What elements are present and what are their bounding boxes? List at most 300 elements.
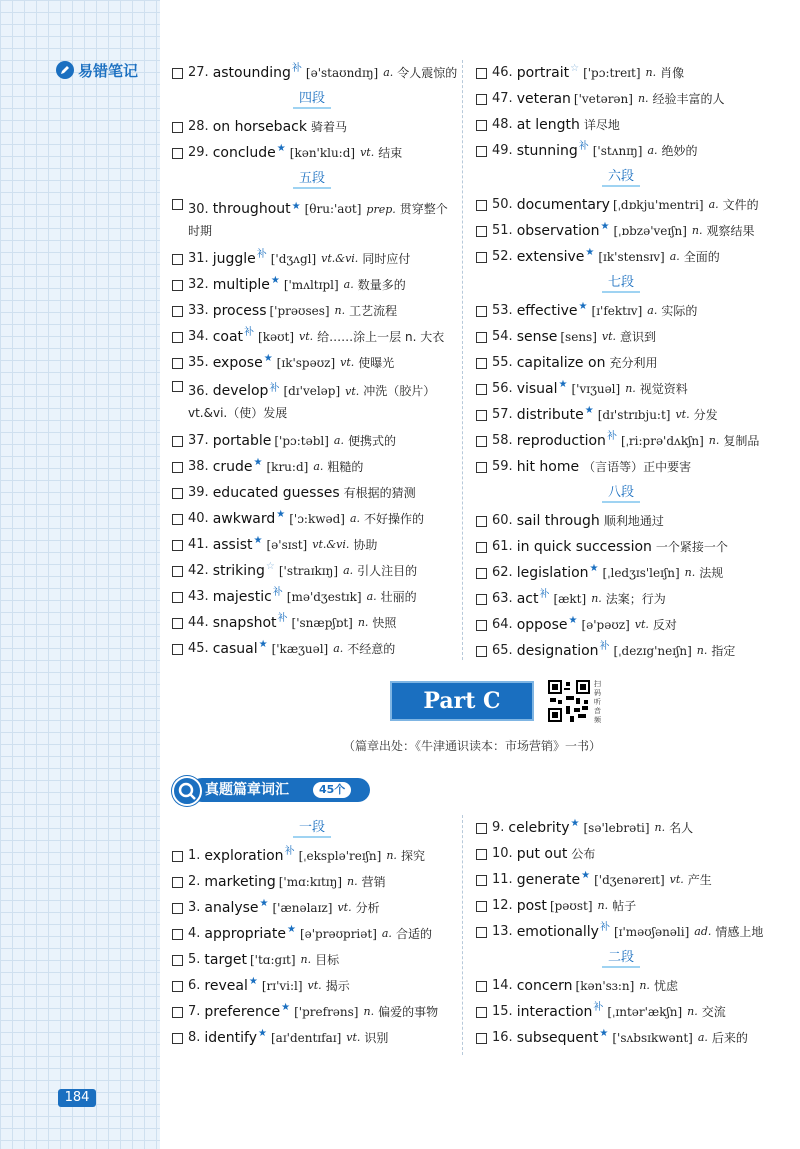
entry-meaning: 指定 [711,644,736,658]
entry-word: celebrity [508,820,570,836]
entry-number: 49. [492,143,513,158]
section-heading [476,480,766,508]
vocab-entry [476,999,766,1025]
entry-number: 15. [492,1004,513,1019]
entry-pos: vt. [307,979,322,992]
entry-pos: n. [591,592,602,605]
checkbox[interactable] [172,436,183,447]
entry-meaning: 意识到 [620,330,657,344]
checkbox[interactable] [172,644,183,655]
checkbox[interactable] [172,254,183,265]
entry-word: documentary [516,197,610,213]
vocab-entry [476,867,766,893]
entry-meaning: 结束 [378,146,403,160]
entry-number: 4. [188,926,201,941]
supplement-mark: 补 [599,922,610,933]
entry-number: 5. [188,952,201,967]
section-heading [476,945,766,973]
entry-pos: n. [639,979,650,992]
entry-pos: a. [343,278,354,291]
supplement-mark: 补 [284,846,295,857]
entry-pos: vt. [299,330,314,343]
entry-meaning: 快照 [372,616,397,630]
entry-number: 33. [188,303,209,318]
vocab-title: 真题篇章词汇 [205,782,289,798]
entry-word: casual [212,641,258,657]
checkbox[interactable] [172,903,183,914]
vocab-entry [172,843,452,869]
checkbox[interactable] [476,120,487,131]
entry-word: preference [204,1004,281,1020]
entry-meaning: 帖子 [612,899,637,913]
entry-word: target [204,952,247,968]
vocab-entry [476,638,766,664]
vocab-entry [476,298,766,324]
entry-pos: n. [691,224,703,237]
vocab-entry [172,454,452,480]
entry-number: 64. [492,617,513,632]
entry-number: 56. [492,381,513,396]
entry-number: 41. [188,537,209,552]
supplement-mark: 补 [277,613,288,624]
entry-meaning: 视觉资料 [639,382,688,396]
star-icon: ★ [568,615,578,626]
entry-word: capitalize on [516,355,606,371]
checkbox[interactable] [476,516,487,527]
vocab-entry [476,244,766,270]
entry-pos: vt. [669,873,684,886]
entry-word: reveal [204,978,248,994]
entry-meaning: 忧虑 [653,979,678,993]
checkbox[interactable] [172,488,183,499]
entry-word: portable [212,433,272,449]
checkbox[interactable] [476,823,487,834]
pencil-icon [56,61,74,79]
section-label: 六段 [602,169,640,187]
entry-number: 50. [492,197,513,212]
checkbox[interactable] [172,122,183,133]
star-icon: ★ [248,976,258,987]
entry-word: throughout [212,201,291,217]
star-icon: ★ [263,353,273,364]
vocab-entry [172,921,452,947]
checkbox[interactable] [172,199,183,210]
checkbox[interactable] [172,462,183,473]
entry-pos: n. [347,875,358,888]
entry-pos: a. [366,590,377,603]
entry-meaning: 顺利地通过 [603,514,664,528]
vocab-entry [476,192,766,218]
checkbox[interactable] [476,542,487,553]
entry-number: 45. [188,641,209,656]
entry-word: veteran [516,91,571,107]
checkbox[interactable] [476,594,487,605]
checkbox[interactable] [172,1033,183,1044]
entry-pos: n. [300,953,312,966]
entry-word: snapshot [212,615,277,631]
entry-phonetic: [ɪ'fektɪv] [591,304,643,318]
entry-number: 11. [492,872,513,887]
entry-phonetic: [ə'sɪst] [266,538,308,552]
checkbox[interactable] [172,981,183,992]
entry-number: 10. [492,846,513,861]
entry-phonetic: [kru:d] [266,460,309,474]
checkbox[interactable] [172,514,183,525]
entry-word: astounding [212,65,291,81]
entry-pos: a. [383,66,394,79]
entry-meaning: 观察结果 [706,224,755,238]
checkbox[interactable] [172,955,183,966]
entry-phonetic: ['pɔ:treɪt] [583,66,641,80]
vocab-entry [476,376,766,402]
entry-phonetic: ['dʒenəreɪt] [594,873,665,887]
checkbox[interactable] [476,901,487,912]
star-icon: ★ [281,1002,291,1013]
entry-number: 38. [188,459,209,474]
supplement-mark: 补 [272,587,283,598]
checkbox[interactable] [476,410,487,421]
checkbox[interactable] [476,358,487,369]
entry-number: 59. [492,459,513,474]
entry-number: 40. [188,511,209,526]
entry-body [188,381,452,424]
entry-pos: n. [708,434,720,447]
vocab-entry [172,947,452,973]
checkbox[interactable] [172,566,183,577]
entry-word: coat [212,329,244,345]
entry-number: 27. [188,65,209,80]
star-icon: ★ [581,870,591,881]
entry-word: put out [516,846,568,862]
entry-pos: n. [363,1005,375,1018]
entry-pos: a. [708,198,719,211]
entry-pos: a. [343,564,354,577]
entry-phonetic: [dɪ'veləp] [283,384,341,398]
vocab-entry [172,532,452,558]
entry-meaning: 详尽地 [583,118,620,132]
entry-meaning: 工艺流程 [349,304,398,318]
entry-body [188,199,452,242]
entry-word: generate [516,872,581,888]
entry-number: 3. [188,900,201,915]
vocab-entry [172,1025,452,1051]
entry-phonetic: ['dʒʌgl] [270,252,317,266]
entry-number: 1. [188,848,201,863]
checkbox[interactable] [476,849,487,860]
source-note: （篇章出处：《牛津通识读本：市场营销》一书） [342,739,601,753]
entry-meaning: 合适的 [395,927,432,941]
grid-margin [0,0,160,1149]
entry-word: majestic [212,589,272,605]
checkbox[interactable] [476,94,487,105]
entry-meaning: 全面的 [683,250,720,264]
entry-number: 14. [492,978,513,993]
checkbox[interactable] [172,618,183,629]
entry-phonetic: [dɪ'strɪbju:t] [597,408,671,422]
entry-meaning: 同时应付 [362,252,411,266]
entry-pos: ad. [694,925,712,938]
entry-meaning: 协助 [353,538,378,552]
entry-phonetic: [aɪ'dentɪfaɪ] [270,1031,342,1045]
checkbox[interactable] [172,381,183,392]
checkbox[interactable] [476,1007,487,1018]
entry-meaning: 后来的 [711,1031,748,1045]
star-icon: ★ [270,275,280,286]
star-icon: ★ [253,457,263,468]
entry-meaning: 偏爱的事物 [378,1005,439,1019]
entry-meaning: 使曝光 [358,356,395,370]
checkbox[interactable] [476,875,487,886]
entry-phonetic: ['mʌltɪpl] [283,278,339,292]
checkbox[interactable] [476,462,487,473]
vocab-entry [172,558,452,584]
entry-word: identify [204,1030,258,1046]
entry-meaning: 肖像 [660,66,685,80]
entry-number: 37. [188,433,209,448]
entry-word: conclude [212,145,276,161]
entry-meaning: 给……涂上一层 n. 大衣 [317,330,445,344]
supplement-mark: 补 [599,641,610,652]
vocab-entry [476,586,766,612]
entry-pos: prep. [366,203,396,216]
vocab-entry [476,86,766,112]
entry-meaning: 实际的 [661,304,698,318]
section-label: 二段 [602,950,640,968]
vocab-entry [476,324,766,350]
entry-meaning: 有根据的猜测 [343,486,416,500]
entry-phonetic: [ɪk'spəʊz] [276,356,336,370]
star-icon: ★ [276,143,286,154]
vocab-entry [172,999,452,1025]
vocab-column-right [476,60,766,664]
vocab-entry [476,973,766,999]
entry-meaning: 公布 [571,847,596,861]
vocab-entry [476,841,766,867]
entry-number: 48. [492,117,513,132]
checkbox[interactable] [172,68,183,79]
entry-word: emotionally [516,924,599,940]
entry-pos: vt. [601,330,617,343]
entry-number: 55. [492,355,513,370]
entry-phonetic: [ˌdɒkju'mentri] [612,198,704,212]
part-c-column-right [476,815,766,1051]
entry-meaning: 揭示 [325,979,350,993]
checkbox[interactable] [172,877,183,888]
part-c-column-left [172,815,452,1051]
vocab-entry [172,480,452,506]
entry-word: subsequent [516,1030,599,1046]
entry-word: sense [516,329,558,345]
entry-pos: n. [637,92,649,105]
vocab-entry [172,636,452,662]
entry-meaning: 法案；行为 [605,592,666,606]
entry-number: 39. [188,485,209,500]
entry-word: hit home [516,459,580,475]
vocab-entry [172,246,452,272]
checkbox[interactable] [172,280,183,291]
entry-phonetic: [ˌledʒɪs'leɪʃn] [602,566,680,580]
checkbox[interactable] [476,68,487,79]
entry-pos: n. [654,821,666,834]
star-icon: ★ [578,301,588,312]
vocab-entry [172,60,458,86]
vocab-entry [172,610,452,636]
entry-number: 29. [188,145,209,160]
entry-phonetic: [ˌɪntər'ækʃn] [607,1005,683,1019]
checkbox[interactable] [476,332,487,343]
entry-meaning: 引人注目的 [357,564,418,578]
star-icon: ★ [558,379,568,390]
entry-number: 13. [492,924,513,939]
entry-number: 9. [492,820,505,835]
entry-pos: a. [669,250,680,263]
entry-meaning: （言语等）正中要害 [583,460,692,474]
entry-phonetic: [ə'prəʊpriət] [299,927,377,941]
entry-number: 60. [492,513,513,528]
checkbox[interactable] [476,981,487,992]
entry-number: 8. [188,1030,201,1045]
entry-pos: n. [597,899,609,912]
checkbox[interactable] [476,646,487,657]
entry-meaning: 不经意的 [347,642,396,656]
vocab-entry [172,140,452,166]
vocab-entry [476,454,766,480]
entry-number: 16. [492,1030,513,1045]
entry-meaning: 绝妙的 [661,144,698,158]
vocab-column-left [172,60,458,662]
checkbox[interactable] [476,384,487,395]
checkbox[interactable] [476,927,487,938]
section-heading [172,86,452,114]
checkbox[interactable] [172,851,183,862]
vocab-entry [476,402,766,428]
entry-phonetic: [mə'dʒestɪk] [286,590,362,604]
entry-number: 53. [492,303,513,318]
checkbox[interactable] [476,226,487,237]
entry-number: 51. [492,223,513,238]
supplement-mark: 补 [578,141,589,152]
checkbox[interactable] [172,1007,183,1018]
vocab-entry [476,1025,766,1051]
supplement-mark: 补 [593,1002,604,1013]
entry-number: 42. [188,563,209,578]
entry-phonetic: [sens] [560,330,597,344]
vocab-entry [172,376,452,428]
column-divider [462,815,463,1055]
entry-phonetic: [sə'lebrəti] [583,821,650,835]
checkbox[interactable] [476,306,487,317]
entry-phonetic: [rɪ'vi:l] [261,979,303,993]
checkbox[interactable] [476,436,487,447]
entry-word: act [516,591,539,607]
vocab-entry [476,112,766,138]
entry-word: appropriate [204,926,286,942]
entry-word: designation [516,643,599,659]
entry-number: 32. [188,277,209,292]
checkbox[interactable] [172,929,183,940]
entry-pos: vt. [634,618,649,631]
checkbox[interactable] [172,358,183,369]
entry-meaning: 复制品 [723,434,760,448]
supplement-mark: 补 [256,249,267,260]
vocab-entry [172,973,452,999]
entry-number: 63. [492,591,513,606]
entry-word: develop [212,383,269,399]
entry-meaning: 充分利用 [609,356,658,370]
entry-phonetic: ['ɔ:kwəd] [289,512,345,526]
qr-code-icon[interactable] [548,680,590,722]
brand-logo [56,58,138,82]
vocab-entry [172,194,452,246]
star-icon: ★ [276,509,286,520]
vocab-entry [476,138,766,164]
entry-pos: n. [386,849,397,862]
entry-phonetic: [ə'staʊndɪŋ] [305,66,379,80]
entry-word: on horseback [212,119,307,135]
entry-meaning: 名人 [669,821,694,835]
entry-phonetic: ['ænəlaɪz] [272,901,333,915]
entry-word: process [212,303,267,319]
entry-pos: vt. [337,901,352,914]
checkbox[interactable] [172,540,183,551]
entry-word: striking [212,563,265,579]
entry-pos: a. [647,304,658,317]
entry-meaning: 产生 [687,873,712,887]
checkbox[interactable] [172,592,183,603]
entry-pos: n. [696,644,708,657]
vocab-entry [172,584,452,610]
supplement-mark: 补 [606,431,617,442]
checkbox[interactable] [476,200,487,211]
entry-pos: n. [625,382,636,395]
vocab-entry [476,508,766,534]
star-icon: ★ [253,535,263,546]
checkbox[interactable] [172,306,183,317]
vocab-entry [172,895,452,921]
entry-phonetic: [ə'pəʊz] [581,618,630,632]
vocab-entry [476,534,766,560]
checkbox[interactable] [476,146,487,157]
entry-word: effective [516,303,578,319]
checkbox[interactable] [476,1033,487,1044]
entry-word: educated guesses [212,485,340,501]
search-icon [172,776,202,806]
entry-phonetic: [ˌdezɪg'neɪʃn] [613,644,692,658]
entry-phonetic: ['vetərən] [573,92,633,106]
checkbox[interactable] [476,620,487,631]
supplement-mark: 补 [291,63,302,74]
checkbox[interactable] [476,252,487,263]
entry-word: observation [516,223,600,239]
entry-meaning: 数量多的 [357,278,406,292]
entry-meaning: 法规 [699,566,724,580]
section-label: 五段 [293,171,331,189]
entry-meaning: 不好操作的 [364,512,425,526]
entry-phonetic: ['sʌbsɪkwənt] [612,1031,693,1045]
checkbox[interactable] [172,332,183,343]
star-icon: ★ [585,247,595,258]
entry-phonetic: [ˌɒbzə'veɪʃn] [613,224,687,238]
entry-pos: a. [381,927,392,940]
qr-label: 扫码听音频 [594,680,601,724]
entry-pos: a. [313,460,324,473]
entry-pos: a. [349,512,361,525]
checkbox[interactable] [476,568,487,579]
star-icon: ★ [258,639,268,650]
entry-number: 47. [492,91,513,106]
star-icon: ★ [259,898,269,909]
checkbox[interactable] [172,148,183,159]
